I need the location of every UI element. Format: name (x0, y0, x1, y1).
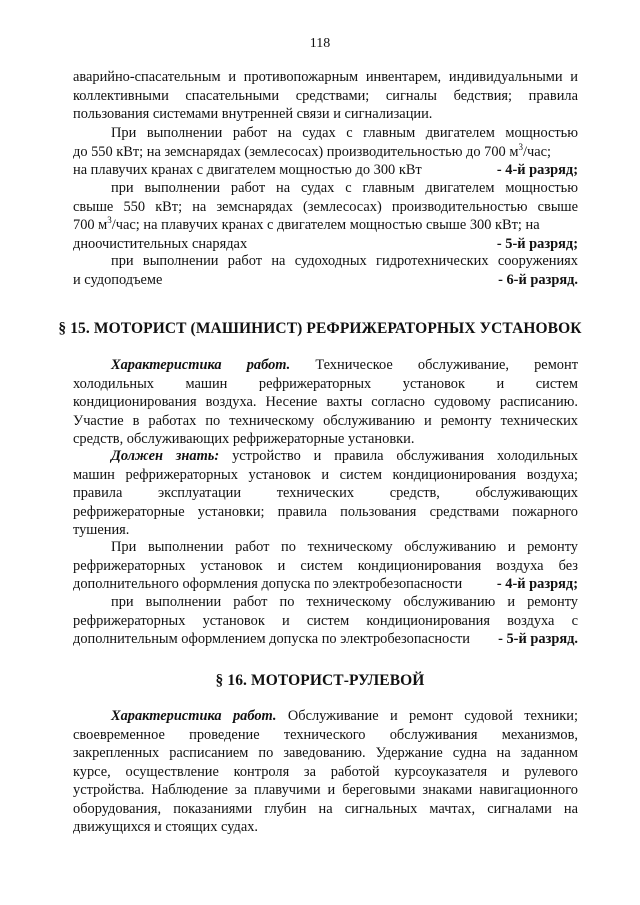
text-line: курсе, осуществление контроля за работой курсоуказателя и рулевого (73, 763, 578, 780)
section-16-title: § 16. МОТОРИСТ-РУЛЕВОЙ (215, 672, 425, 689)
text-line: средств, обслуживающих рефрижераторные установки. (73, 431, 415, 447)
text-line: устройства. Наблюдение за плавучими и береговыми знаками навигационного (73, 782, 578, 798)
text-line: рефрижераторных установок и систем кондиционирования воздуха с (73, 612, 578, 629)
text-line: 700 $м^3$/час; на плавучих кранах с двигателем мощностью свыше 300 кВт; на (73, 215, 540, 233)
text-line: рефрижераторные установки; правила пользования средствами пожарного (73, 503, 578, 520)
text-line: При выполнении работ по техническому обслуживанию и ремонту (111, 539, 578, 555)
text-line: Участие в работах по техническому обслуживанию и ремонту технических (73, 412, 578, 429)
text-line: свыше 550 кВт; на земснарядах (землесосах) производительностью свыше (73, 198, 578, 215)
text-line: и судоподъеме - 6-й разряд. (73, 271, 578, 288)
text-line: коллективными спасательными средствами; сигналы бедствия; правила (73, 87, 578, 104)
grade-label: - 5-й разряд; (496, 235, 578, 252)
paragraph-grade-5 (73, 179, 578, 253)
text-line: Характеристика работ. Техническое обслуживание, ремонт (111, 357, 578, 373)
text-line: движущихся и стоящих судах. (73, 819, 259, 835)
text-line: Должен знать: устройство и правила обслуживания холодильных (111, 448, 578, 464)
text-line: тушения. (73, 522, 130, 538)
text-line: на плавучих кранах с двигателем мощностью до 300 кВт - 4-й разряд; (73, 162, 578, 178)
superscript: 3 (107, 215, 112, 226)
grade-label: - 5-й разряд. (498, 631, 578, 647)
characteristic-label: Характеристика работ. (111, 357, 291, 373)
section-16-characteristic (73, 707, 578, 837)
text-line: кондиционирования воздуха. Несение вахты согласно судовому расписанию. (73, 394, 578, 410)
text-line: дополнительного оформления допуска по электробезопасности - 4-й разряд; (73, 576, 578, 592)
grade-label: - 4-й разряд; (496, 576, 578, 592)
page-number: 118 (309, 36, 331, 51)
text-line: При выполнении работ на судах с главным двигателем мощностью (111, 125, 578, 141)
text-line: оборудования, показаниями глубин на сигнальных мачтах, сигналами на (73, 800, 578, 817)
text-line: своевременное проведение технического обслуживания механизмов, (73, 726, 578, 743)
text-line: холодильных машин рефрижераторных установок и систем (73, 375, 578, 392)
text-line: машин рефрижераторных установок и систем кондиционирования воздуха; (73, 466, 578, 483)
text-line: при выполнении работ по техническому обслуживанию и ремонту (111, 594, 578, 610)
grade-label: - 4-й разряд; (496, 162, 578, 178)
section-15-must-know (73, 447, 578, 540)
characteristic-label: Характеристика работ. (111, 708, 277, 724)
text-line: до 550 кВт; на земснарядах (землесосах) производительностью до 700 $м^3$/час; (73, 141, 551, 160)
text-line: при выполнении работ на судах с главным двигателем мощностью (111, 180, 578, 196)
superscript: 3 (518, 141, 523, 152)
text-line: Характеристика работ. Обслуживание и ремонт судовой техники; (111, 708, 578, 724)
section-15-title: § 15. МОТОРИСТ (МАШИНИСТ) РЕФРИЖЕРАТОРНЫХ УСТАНОВОК (58, 320, 582, 337)
text-line: дополнительным оформлением допуска по электробезопасности - 5-й разряд. (73, 631, 578, 647)
text-line: правила эксплуатации технических средств, обслуживающих (73, 485, 578, 501)
text-line: аварийно-спасательным и противопожарным инвентарем, индивидуальными и (73, 69, 578, 85)
must-know-label: Должен знать: (111, 448, 220, 464)
section-15-grade-4 (73, 538, 578, 594)
text-line: дноочистительных снарядах - 5-й разряд; (73, 235, 578, 252)
paragraph-continuation (73, 68, 578, 124)
text-line: при выполнении работ на судоходных гидротехнических сооружениях (111, 253, 578, 269)
section-15-grade-5 (73, 593, 578, 649)
text-line: пользования системами внутренней связи и сигнализации. (73, 106, 433, 122)
grade-label: - 6-й разряд. (498, 271, 578, 288)
text-line: закрепленных расписанием по заведованию. Удержание судна на заданном (73, 745, 578, 761)
paragraph-grade-4 (73, 124, 578, 180)
text-line: рефрижераторных установок и систем кондиционирования воздуха без (73, 557, 578, 574)
paragraph-grade-6 (73, 252, 578, 289)
section-15-characteristic (73, 356, 578, 449)
